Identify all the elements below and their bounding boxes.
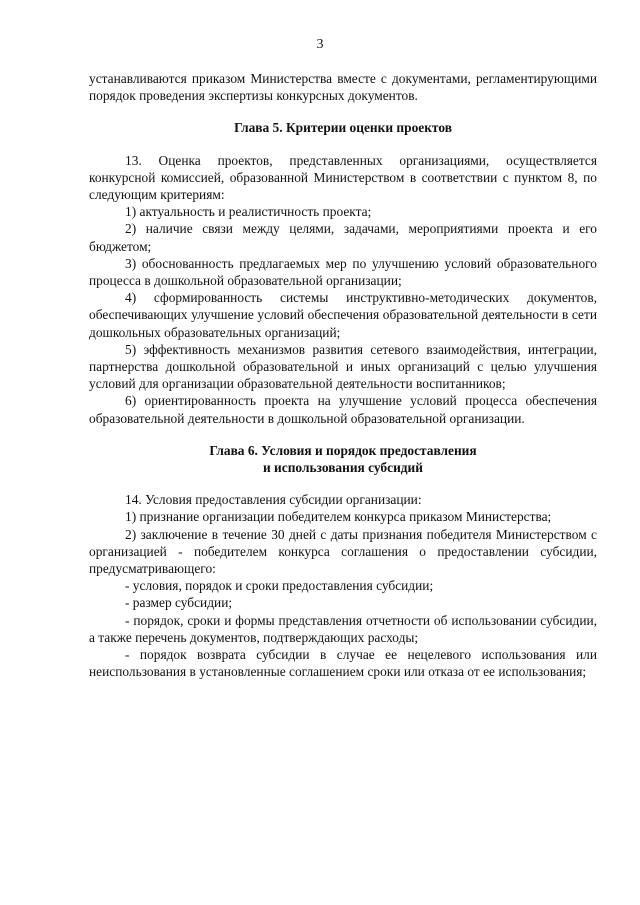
agreement-item-3: - порядок, сроки и формы представления отчетности об использовании субсидии, а также перечень документов, подтверждающих расходы; xyxy=(89,612,597,645)
page-body xyxy=(89,70,597,681)
chapter-5-title: Глава 5. Критерии оценки проектов xyxy=(234,120,452,136)
agreement-item-1: - условия, порядок и сроки предоставления субсидии; xyxy=(125,578,434,594)
criterion-1: 1) актуальность и реалистичность проекта; xyxy=(125,204,372,220)
paragraph-14: 14. Условия предоставления субсидии организации: xyxy=(125,492,422,508)
chapter-6-title-line-2: и использования субсидий xyxy=(262,460,423,476)
criterion-3: 3) обоснованность предлагаемых мер по улучшению условий образовательного процесса в дошкольной образовательной организации; xyxy=(89,255,597,289)
intro-paragraph: устанавливаются приказом Министерства вместе с документами, регламентирующими порядок проведения экспертизы конкурсных документов. xyxy=(89,71,597,104)
agreement-item-4: - порядок возврата субсидии в случае ее нецелевого использования или неиспользования в установленные соглашением сроки или отказа от ее использования; xyxy=(89,647,597,680)
criterion-2: 2) наличие связи между целями, задачами, мероприятиями проекта и его бюджетом; xyxy=(89,221,597,254)
condition-2: 2) заключение в течение 30 дней с даты признания победителя Министерством с организацией - победителем конкурса соглашения о предоставлении субсидии, предусматривающего: xyxy=(89,526,597,577)
criterion-6: 6) ориентированность проекта на улучшение условий процесса обеспечения образовательной деятельности в дошкольной образовательной организации. xyxy=(89,393,597,426)
criterion-5: 5) эффективность механизмов развития сетевого взаимодействия, интеграции, партнерства дошкольной образовательной и иных организаций с целью улучшения условий для организации образовательной деятельности воспитанников; xyxy=(89,341,597,392)
paragraph-13: 13. Оценка проектов, представленных организациями, осуществляется конкурсной комиссией, образованной Министерством в соответствии с пунктом 8, по следующим критериям: xyxy=(89,152,597,203)
page-number: 3 xyxy=(316,37,324,52)
agreement-item-2: - размер субсидии; xyxy=(125,595,233,611)
chapter-6-title-line-1: Глава 6. Условия и порядок предоставления xyxy=(209,442,477,458)
chapter-6-title xyxy=(89,442,597,476)
condition-1: 1) признание организации победителем конкурса приказом Министерства; xyxy=(125,509,552,525)
criterion-4: 4) сформированность системы инструктивно-методических документов, обеспечивающих улучшение условий обеспечения образовательной деятельности в сети дошкольных образовательных организаций; xyxy=(89,290,597,340)
